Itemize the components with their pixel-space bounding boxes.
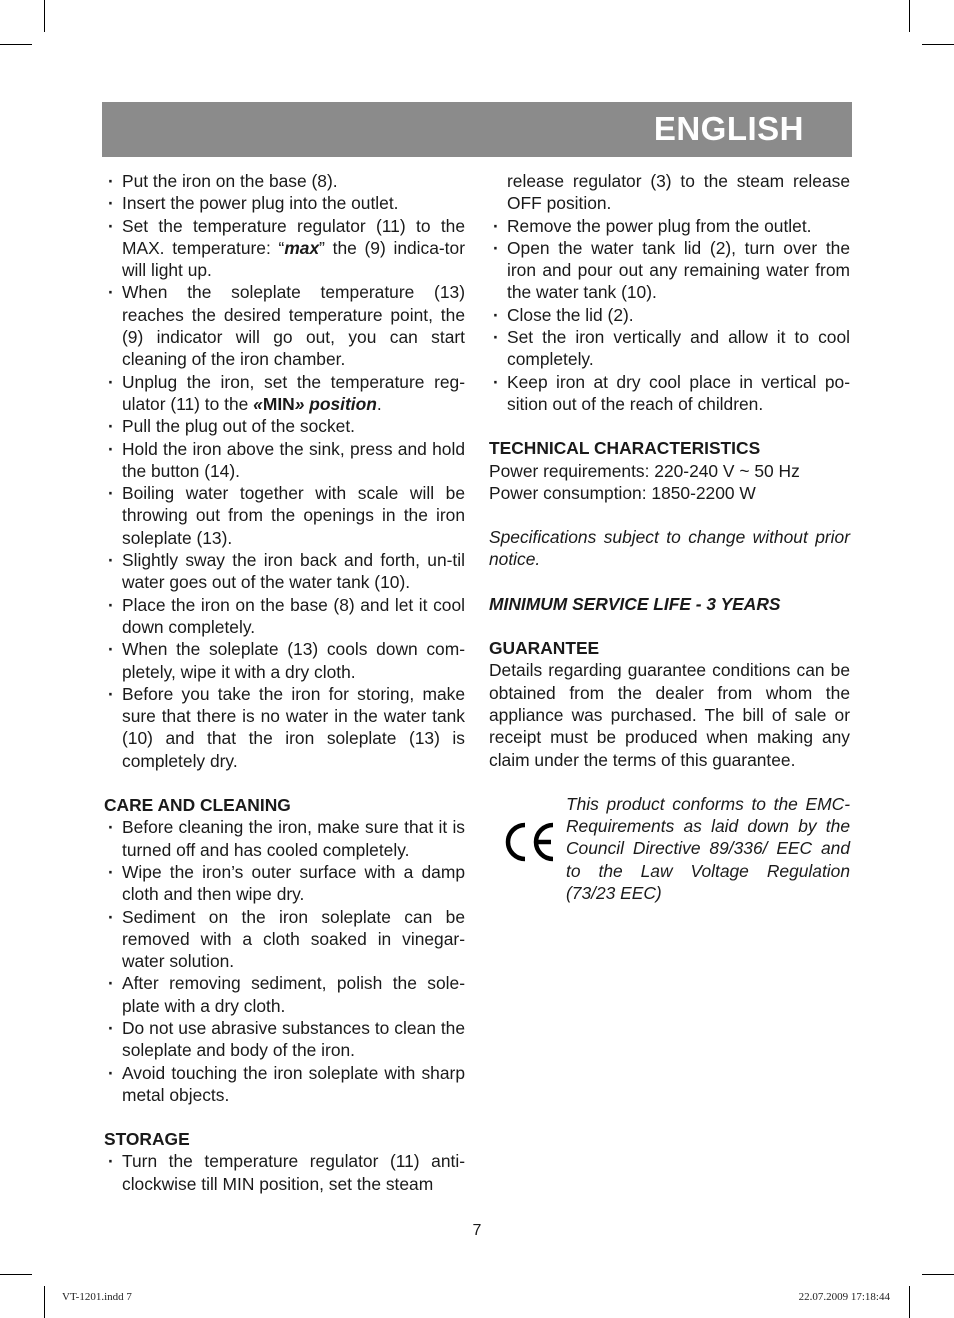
list-item: · Hold the iron above the sink, press and hold the button (14). bbox=[104, 438, 465, 483]
guarantee-text: Details regarding guarantee conditions can be obtained from the dealer from whom the appliance was purchased. The bill of sale or receipt must be produced when making any claim under the terms of this guarantee. bbox=[489, 660, 850, 770]
right-column bbox=[489, 170, 850, 903]
crop-mark bbox=[44, 1286, 45, 1318]
list-item: · Remove the power plug from the outlet. bbox=[489, 215, 850, 237]
list-item-text: . bbox=[376, 393, 382, 414]
file-slug: VT-1201.indd 7 bbox=[62, 1291, 132, 1303]
section-header-bar bbox=[102, 102, 852, 157]
list-item: · Before you take the iron for storing, make sure that there is no water in the water tank (10) and that the iron soleplate (13) is completely dry. bbox=[104, 683, 465, 772]
list-item: · Keep iron at dry cool place in vertical po-sition out of the reach of children. bbox=[489, 371, 850, 416]
section-title: ENGLISH bbox=[653, 110, 804, 147]
timestamp-slug: 22.07.2009 17:18:44 bbox=[798, 1291, 890, 1303]
tech-heading: TECHNICAL CHARACTERISTICS bbox=[489, 438, 761, 459]
list-item: · When the soleplate temperature (13) reaches the desired temperature point, the (9) indicator will go out, you can start cleaning of the iron chamber. bbox=[104, 281, 465, 370]
tech-line: Power requirements: 220-240 V ~ 50 Hz bbox=[489, 460, 800, 481]
crop-mark bbox=[44, 0, 45, 32]
crop-mark bbox=[0, 1274, 32, 1275]
list-item-text: Set the temperature regulator (11) to the MAX. temperature: “ bbox=[122, 215, 465, 258]
guarantee-heading: GUARANTEE bbox=[489, 638, 600, 659]
list-item: · Do not use abrasive substances to clean the soleplate and body of the iron. bbox=[104, 1017, 465, 1062]
list-item: · Open the water tank lid (2), turn over the iron and pour out any remaining water from the water tank (10). bbox=[489, 237, 850, 304]
crop-mark bbox=[909, 0, 910, 32]
storage-heading: STORAGE bbox=[104, 1129, 190, 1150]
ce-mark-icon bbox=[503, 821, 557, 863]
emphasis-quote-open: « bbox=[253, 393, 263, 414]
ce-block bbox=[489, 793, 850, 903]
list-item: · Turn the temperature regulator (11) anti-clockwise till MIN position, set the steam bbox=[104, 1150, 465, 1195]
list-item bbox=[104, 215, 465, 282]
list-item: · When the soleplate (13) cools down com-pletely, wipe it with a dry cloth. bbox=[104, 638, 465, 683]
crop-mark bbox=[922, 44, 954, 45]
care-heading: CARE AND CLEANING bbox=[104, 795, 291, 816]
spec-note: Specifications subject to change without prior notice. bbox=[489, 527, 850, 570]
ce-text: This product conforms to the EMC-Requirements as laid down by the Council Directive 89/336/ EEC and to the Law Voltage Regulation (73/23 EEC) bbox=[566, 793, 850, 904]
list-item: · Put the iron on the base (8). bbox=[104, 170, 465, 192]
storage-list-continued bbox=[489, 170, 850, 415]
emphasis-min: MIN bbox=[262, 393, 295, 414]
list-item-text: Unplug the iron, set the temperature reg-ulator (11) to the bbox=[122, 371, 465, 414]
crop-mark bbox=[0, 44, 32, 45]
list-item: · Wipe the iron’s outer surface with a damp cloth and then wipe dry. bbox=[104, 861, 465, 906]
page-number: 7 bbox=[472, 1222, 482, 1239]
left-column bbox=[104, 170, 465, 1195]
list-item: · Before cleaning the iron, make sure that it is turned off and has cooled completely. bbox=[104, 816, 465, 861]
crop-mark bbox=[909, 1286, 910, 1318]
list-item: · Slightly sway the iron back and forth, un-til water goes out of the water tank (10). bbox=[104, 549, 465, 594]
list-item-text: ” the (9) indica-tor will light up. bbox=[122, 237, 465, 281]
list-item bbox=[104, 371, 465, 416]
list-item: · Set the iron vertically and allow it to cool completely. bbox=[489, 326, 850, 371]
list-item: · Boiling water together with scale will be throwing out from the openings in the iron soleplate (13). bbox=[104, 482, 465, 549]
list-item: · After removing sediment, polish the sole-plate with a dry cloth. bbox=[104, 972, 465, 1017]
instruction-list bbox=[104, 170, 465, 772]
list-item: · Avoid touching the iron soleplate with sharp metal objects. bbox=[104, 1062, 465, 1107]
list-item: · Sediment on the iron soleplate can be removed with a cloth soaked in vinegar-water solution. bbox=[104, 906, 465, 973]
service-life: MINIMUM SERVICE LIFE - 3 YEARS bbox=[489, 593, 781, 614]
emphasis-position: » position bbox=[294, 393, 377, 414]
care-list bbox=[104, 816, 465, 1106]
tech-line: Power consumption: 1850-2200 W bbox=[489, 482, 756, 503]
emphasis-max: max bbox=[284, 237, 320, 258]
list-item-continued: release regulator (3) to the steam release OFF position. bbox=[507, 171, 850, 214]
storage-list bbox=[104, 1150, 465, 1195]
crop-mark bbox=[922, 1274, 954, 1275]
list-item: · Close the lid (2). bbox=[489, 304, 850, 326]
list-item: · Insert the power plug into the outlet. bbox=[104, 192, 465, 214]
list-item: · Pull the plug out of the socket. bbox=[104, 415, 465, 437]
list-item: · Place the iron on the base (8) and let it cool down completely. bbox=[104, 594, 465, 639]
